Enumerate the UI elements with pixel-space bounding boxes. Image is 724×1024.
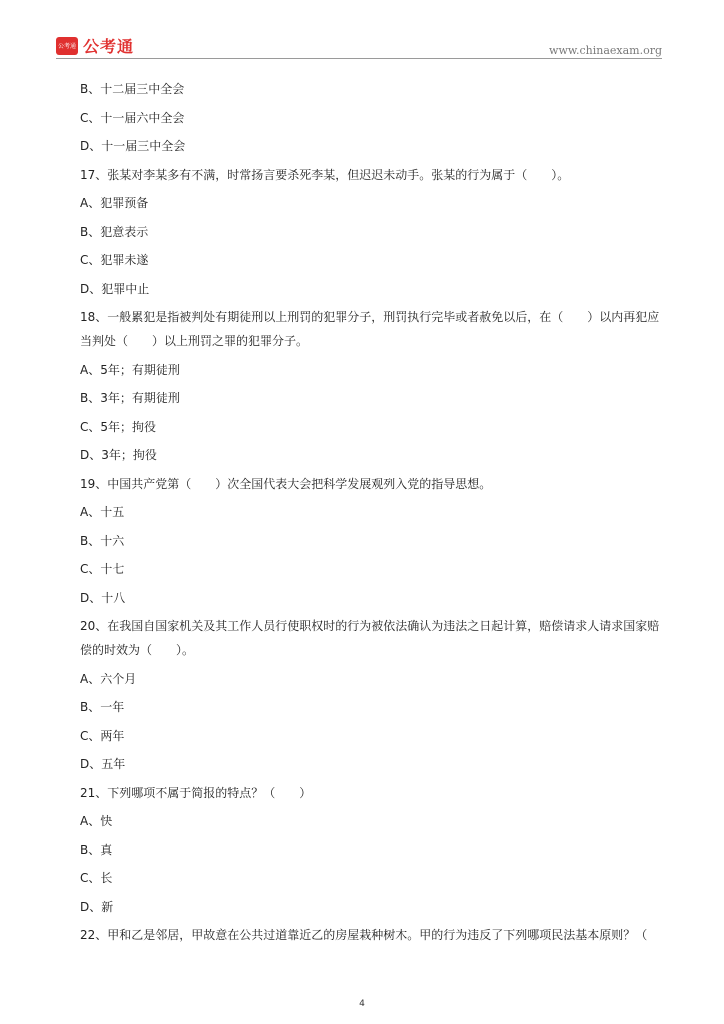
option-line: C、长 bbox=[80, 871, 113, 885]
option-line: D、3年；拘役 bbox=[80, 448, 157, 462]
question-text: 21、下列哪项不属于简报的特点？（ ） bbox=[80, 785, 312, 800]
option-line: A、快 bbox=[80, 814, 113, 828]
option-line: B、一年 bbox=[80, 700, 125, 714]
site-url[interactable]: www.chinaexam.org bbox=[549, 44, 662, 57]
option-line: D、五年 bbox=[80, 757, 126, 771]
option-line: B、3年；有期徒刑 bbox=[80, 391, 180, 405]
question-text-continued: 当判处（ ）以上刑罚之罪的犯罪分子。 bbox=[80, 334, 309, 348]
question-text-continued: 偿的时效为（ ）。 bbox=[80, 643, 195, 657]
question-text: 22、甲和乙是邻居，甲故意在公共过道靠近乙的房屋栽种树木。甲的行为违反了下列哪项民法基本原则？（ bbox=[80, 928, 648, 942]
option-line: C、十一届六中全会 bbox=[80, 110, 185, 125]
option-line: B、真 bbox=[80, 842, 113, 857]
option-line: A、5年；有期徒刑 bbox=[80, 362, 180, 377]
option-line: C、两年 bbox=[80, 728, 125, 743]
option-line: D、犯罪中止 bbox=[80, 281, 150, 296]
option-line: C、犯罪未遂 bbox=[80, 253, 149, 267]
option-line: D、十一届三中全会 bbox=[80, 139, 186, 153]
option-line: D、十八 bbox=[80, 590, 126, 605]
option-line: A、六个月 bbox=[80, 671, 137, 686]
page-number: 4 bbox=[359, 999, 365, 1009]
header-divider bbox=[56, 58, 662, 59]
page-header bbox=[0, 0, 724, 64]
option-line: A、十五 bbox=[80, 505, 125, 519]
question-text: 19、中国共产党第（ ）次全国代表大会把科学发展观列入党的指导思想。 bbox=[80, 476, 492, 491]
logo-badge-icon: 公考通 bbox=[56, 37, 78, 55]
question-content bbox=[80, 79, 665, 954]
question-text: 17、张某对李某多有不满，时常扬言要杀死李某，但迟迟未动手。张某的行为属于（ ）。 bbox=[80, 167, 570, 182]
logo-text: 公考通 bbox=[83, 37, 135, 56]
option-line: B、十六 bbox=[80, 533, 125, 548]
question-text: 18、一般累犯是指被判处有期徒刑以上刑罚的犯罪分子，刑罚执行完毕或者赦免以后，在（ ）以内再犯应 bbox=[80, 310, 660, 324]
brand-logo[interactable] bbox=[56, 34, 134, 57]
option-line: C、5年；拘役 bbox=[80, 419, 157, 434]
option-line: C、十七 bbox=[80, 562, 125, 576]
question-text: 20、在我国自国家机关及其工作人员行使职权时的行为被依法确认为违法之日起计算，赔偿请求人请求国家赔 bbox=[80, 619, 660, 633]
option-line: D、新 bbox=[80, 899, 114, 914]
option-line: B、犯意表示 bbox=[80, 224, 149, 239]
option-line: B、十二届三中全会 bbox=[80, 82, 185, 96]
option-line: A、犯罪预备 bbox=[80, 196, 149, 210]
